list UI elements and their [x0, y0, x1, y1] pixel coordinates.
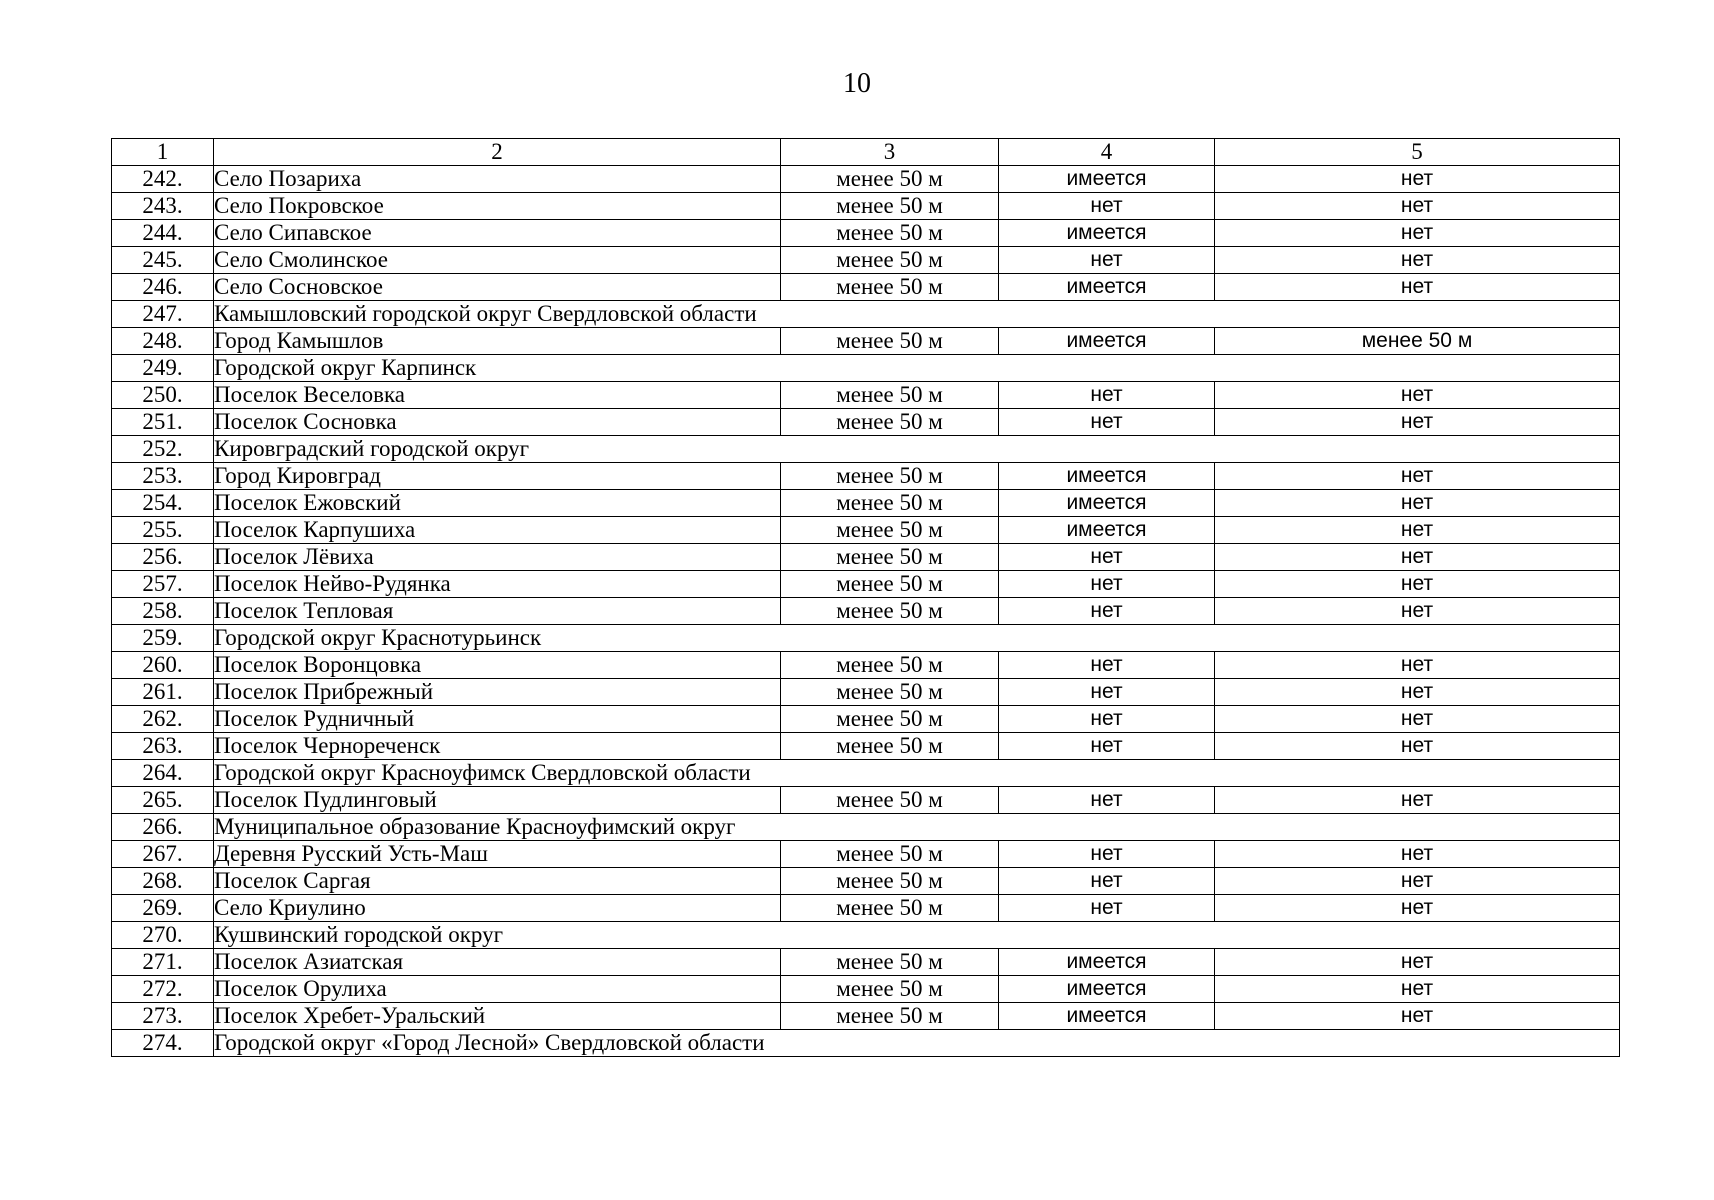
row-number: 272.: [112, 976, 214, 1003]
settlement-name: Поселок Пудлинговый: [214, 787, 781, 814]
row-number: 264.: [112, 760, 214, 787]
municipality-name: Городской округ Краснотурьинск: [214, 625, 1620, 652]
table-body: [112, 139, 1620, 1057]
column-4-value: имеется: [999, 274, 1215, 301]
column-5-value: нет: [1215, 571, 1620, 598]
column-header: 5: [1215, 139, 1620, 166]
municipality-name: Кушвинский городской округ: [214, 922, 1620, 949]
column-5-value: нет: [1215, 895, 1620, 922]
table-row: [112, 490, 1620, 517]
column-4-value: нет: [999, 706, 1215, 733]
column-3-value: менее 50 м: [781, 463, 999, 490]
row-number: 270.: [112, 922, 214, 949]
row-number: 256.: [112, 544, 214, 571]
table-group-row: [112, 625, 1620, 652]
column-3-value: менее 50 м: [781, 328, 999, 355]
settlement-name: Поселок Тепловая: [214, 598, 781, 625]
column-5-value: нет: [1215, 463, 1620, 490]
table-group-row: [112, 1030, 1620, 1057]
settlement-name: Поселок Азиатская: [214, 949, 781, 976]
row-number: 258.: [112, 598, 214, 625]
table-row: [112, 598, 1620, 625]
column-5-value: менее 50 м: [1215, 328, 1620, 355]
table-row: [112, 544, 1620, 571]
row-number: 262.: [112, 706, 214, 733]
row-number: 250.: [112, 382, 214, 409]
table-row: [112, 679, 1620, 706]
settlement-name: Поселок Нейво-Рудянка: [214, 571, 781, 598]
column-4-value: имеется: [999, 490, 1215, 517]
settlement-name: Поселок Хребет-Уральский: [214, 1003, 781, 1030]
settlement-name: Село Позариха: [214, 166, 781, 193]
row-number: 257.: [112, 571, 214, 598]
column-3-value: менее 50 м: [781, 247, 999, 274]
table-row: [112, 949, 1620, 976]
column-4-value: нет: [999, 571, 1215, 598]
table-row: [112, 868, 1620, 895]
column-header: 2: [214, 139, 781, 166]
column-3-value: менее 50 м: [781, 382, 999, 409]
column-3-value: менее 50 м: [781, 706, 999, 733]
table-header-row: [112, 139, 1620, 166]
column-5-value: нет: [1215, 868, 1620, 895]
column-4-value: имеется: [999, 517, 1215, 544]
column-3-value: менее 50 м: [781, 517, 999, 544]
row-number: 273.: [112, 1003, 214, 1030]
table-row: [112, 571, 1620, 598]
table-row: [112, 220, 1620, 247]
column-3-value: менее 50 м: [781, 787, 999, 814]
column-4-value: нет: [999, 868, 1215, 895]
settlement-name: Поселок Веселовка: [214, 382, 781, 409]
municipality-name: Муниципальное образование Красноуфимский округ: [214, 814, 1620, 841]
row-number: 246.: [112, 274, 214, 301]
column-4-value: имеется: [999, 949, 1215, 976]
column-header: 4: [999, 139, 1215, 166]
column-5-value: нет: [1215, 949, 1620, 976]
column-4-value: нет: [999, 598, 1215, 625]
column-5-value: нет: [1215, 247, 1620, 274]
column-3-value: менее 50 м: [781, 274, 999, 301]
row-number: 271.: [112, 949, 214, 976]
column-5-value: нет: [1215, 220, 1620, 247]
municipality-name: Городской округ Красноуфимск Свердловской области: [214, 760, 1620, 787]
row-number: 244.: [112, 220, 214, 247]
municipality-name: Городской округ «Город Лесной» Свердловской области: [214, 1030, 1620, 1057]
settlement-name: Село Сипавское: [214, 220, 781, 247]
row-number: 253.: [112, 463, 214, 490]
column-5-value: нет: [1215, 787, 1620, 814]
column-3-value: менее 50 м: [781, 868, 999, 895]
column-4-value: имеется: [999, 166, 1215, 193]
row-number: 245.: [112, 247, 214, 274]
column-4-value: имеется: [999, 1003, 1215, 1030]
column-3-value: менее 50 м: [781, 409, 999, 436]
row-number: 268.: [112, 868, 214, 895]
row-number: 242.: [112, 166, 214, 193]
row-number: 265.: [112, 787, 214, 814]
column-5-value: нет: [1215, 976, 1620, 1003]
column-4-value: нет: [999, 382, 1215, 409]
settlement-name: Поселок Лёвиха: [214, 544, 781, 571]
column-4-value: нет: [999, 652, 1215, 679]
table-row: [112, 274, 1620, 301]
column-3-value: менее 50 м: [781, 949, 999, 976]
table-group-row: [112, 922, 1620, 949]
column-4-value: имеется: [999, 220, 1215, 247]
table-group-row: [112, 355, 1620, 382]
settlement-name: Поселок Ежовский: [214, 490, 781, 517]
settlement-name: Поселок Саргая: [214, 868, 781, 895]
column-5-value: нет: [1215, 166, 1620, 193]
table-group-row: [112, 301, 1620, 328]
table-group-row: [112, 436, 1620, 463]
table-row: [112, 409, 1620, 436]
column-5-value: нет: [1215, 679, 1620, 706]
settlement-name: Поселок Прибрежный: [214, 679, 781, 706]
column-5-value: нет: [1215, 382, 1620, 409]
table-row: [112, 895, 1620, 922]
settlement-name: Село Сосновское: [214, 274, 781, 301]
column-4-value: нет: [999, 895, 1215, 922]
row-number: 247.: [112, 301, 214, 328]
row-number: 261.: [112, 679, 214, 706]
column-4-value: имеется: [999, 463, 1215, 490]
column-3-value: менее 50 м: [781, 544, 999, 571]
settlement-name: Поселок Чернореченск: [214, 733, 781, 760]
settlement-name: Деревня Русский Усть-Маш: [214, 841, 781, 868]
column-4-value: нет: [999, 733, 1215, 760]
table-row: [112, 652, 1620, 679]
column-3-value: менее 50 м: [781, 652, 999, 679]
table-row: [112, 517, 1620, 544]
row-number: 260.: [112, 652, 214, 679]
column-4-value: нет: [999, 247, 1215, 274]
settlement-name: Село Смолинское: [214, 247, 781, 274]
column-5-value: нет: [1215, 409, 1620, 436]
column-5-value: нет: [1215, 274, 1620, 301]
table-row: [112, 706, 1620, 733]
table-group-row: [112, 760, 1620, 787]
row-number: 243.: [112, 193, 214, 220]
row-number: 251.: [112, 409, 214, 436]
column-3-value: менее 50 м: [781, 490, 999, 517]
column-4-value: нет: [999, 679, 1215, 706]
row-number: 263.: [112, 733, 214, 760]
table-row: [112, 733, 1620, 760]
settlement-name: Село Криулино: [214, 895, 781, 922]
municipality-name: Кировградский городской округ: [214, 436, 1620, 463]
column-5-value: нет: [1215, 598, 1620, 625]
settlement-name: Город Кировград: [214, 463, 781, 490]
column-header: 3: [781, 139, 999, 166]
column-4-value: имеется: [999, 328, 1215, 355]
column-5-value: нет: [1215, 841, 1620, 868]
column-4-value: нет: [999, 787, 1215, 814]
table-row: [112, 166, 1620, 193]
column-3-value: менее 50 м: [781, 1003, 999, 1030]
settlement-name: Поселок Орулиха: [214, 976, 781, 1003]
page-number: 10: [843, 68, 871, 99]
column-4-value: нет: [999, 409, 1215, 436]
row-number: 266.: [112, 814, 214, 841]
table-row: [112, 1003, 1620, 1030]
column-3-value: менее 50 м: [781, 166, 999, 193]
table-row: [112, 193, 1620, 220]
settlement-name: Село Покровское: [214, 193, 781, 220]
settlement-name: Поселок Карпушиха: [214, 517, 781, 544]
column-5-value: нет: [1215, 733, 1620, 760]
column-5-value: нет: [1215, 1003, 1620, 1030]
column-4-value: нет: [999, 544, 1215, 571]
table-row: [112, 328, 1620, 355]
column-3-value: менее 50 м: [781, 598, 999, 625]
column-3-value: менее 50 м: [781, 679, 999, 706]
column-3-value: менее 50 м: [781, 895, 999, 922]
column-3-value: менее 50 м: [781, 571, 999, 598]
row-number: 255.: [112, 517, 214, 544]
settlement-name: Город Камышлов: [214, 328, 781, 355]
column-5-value: нет: [1215, 652, 1620, 679]
municipality-name: Камышловский городской округ Свердловской области: [214, 301, 1620, 328]
column-3-value: менее 50 м: [781, 733, 999, 760]
row-number: 254.: [112, 490, 214, 517]
column-4-value: нет: [999, 193, 1215, 220]
column-5-value: нет: [1215, 193, 1620, 220]
column-3-value: менее 50 м: [781, 976, 999, 1003]
column-4-value: имеется: [999, 976, 1215, 1003]
column-3-value: менее 50 м: [781, 841, 999, 868]
table-row: [112, 463, 1620, 490]
row-number: 274.: [112, 1030, 214, 1057]
column-3-value: менее 50 м: [781, 193, 999, 220]
settlement-name: Поселок Воронцовка: [214, 652, 781, 679]
table-row: [112, 382, 1620, 409]
settlement-name: Поселок Сосновка: [214, 409, 781, 436]
row-number: 259.: [112, 625, 214, 652]
row-number: 267.: [112, 841, 214, 868]
column-5-value: нет: [1215, 544, 1620, 571]
row-number: 269.: [112, 895, 214, 922]
row-number: 248.: [112, 328, 214, 355]
table-group-row: [112, 814, 1620, 841]
settlements-table: [111, 138, 1620, 1057]
table-row: [112, 841, 1620, 868]
settlement-name: Поселок Рудничный: [214, 706, 781, 733]
column-3-value: менее 50 м: [781, 220, 999, 247]
column-5-value: нет: [1215, 706, 1620, 733]
table-row: [112, 787, 1620, 814]
table-row: [112, 976, 1620, 1003]
municipality-name: Городской округ Карпинск: [214, 355, 1620, 382]
row-number: 249.: [112, 355, 214, 382]
column-5-value: нет: [1215, 517, 1620, 544]
column-5-value: нет: [1215, 490, 1620, 517]
row-number: 252.: [112, 436, 214, 463]
table-row: [112, 247, 1620, 274]
column-header: 1: [112, 139, 214, 166]
column-4-value: нет: [999, 841, 1215, 868]
